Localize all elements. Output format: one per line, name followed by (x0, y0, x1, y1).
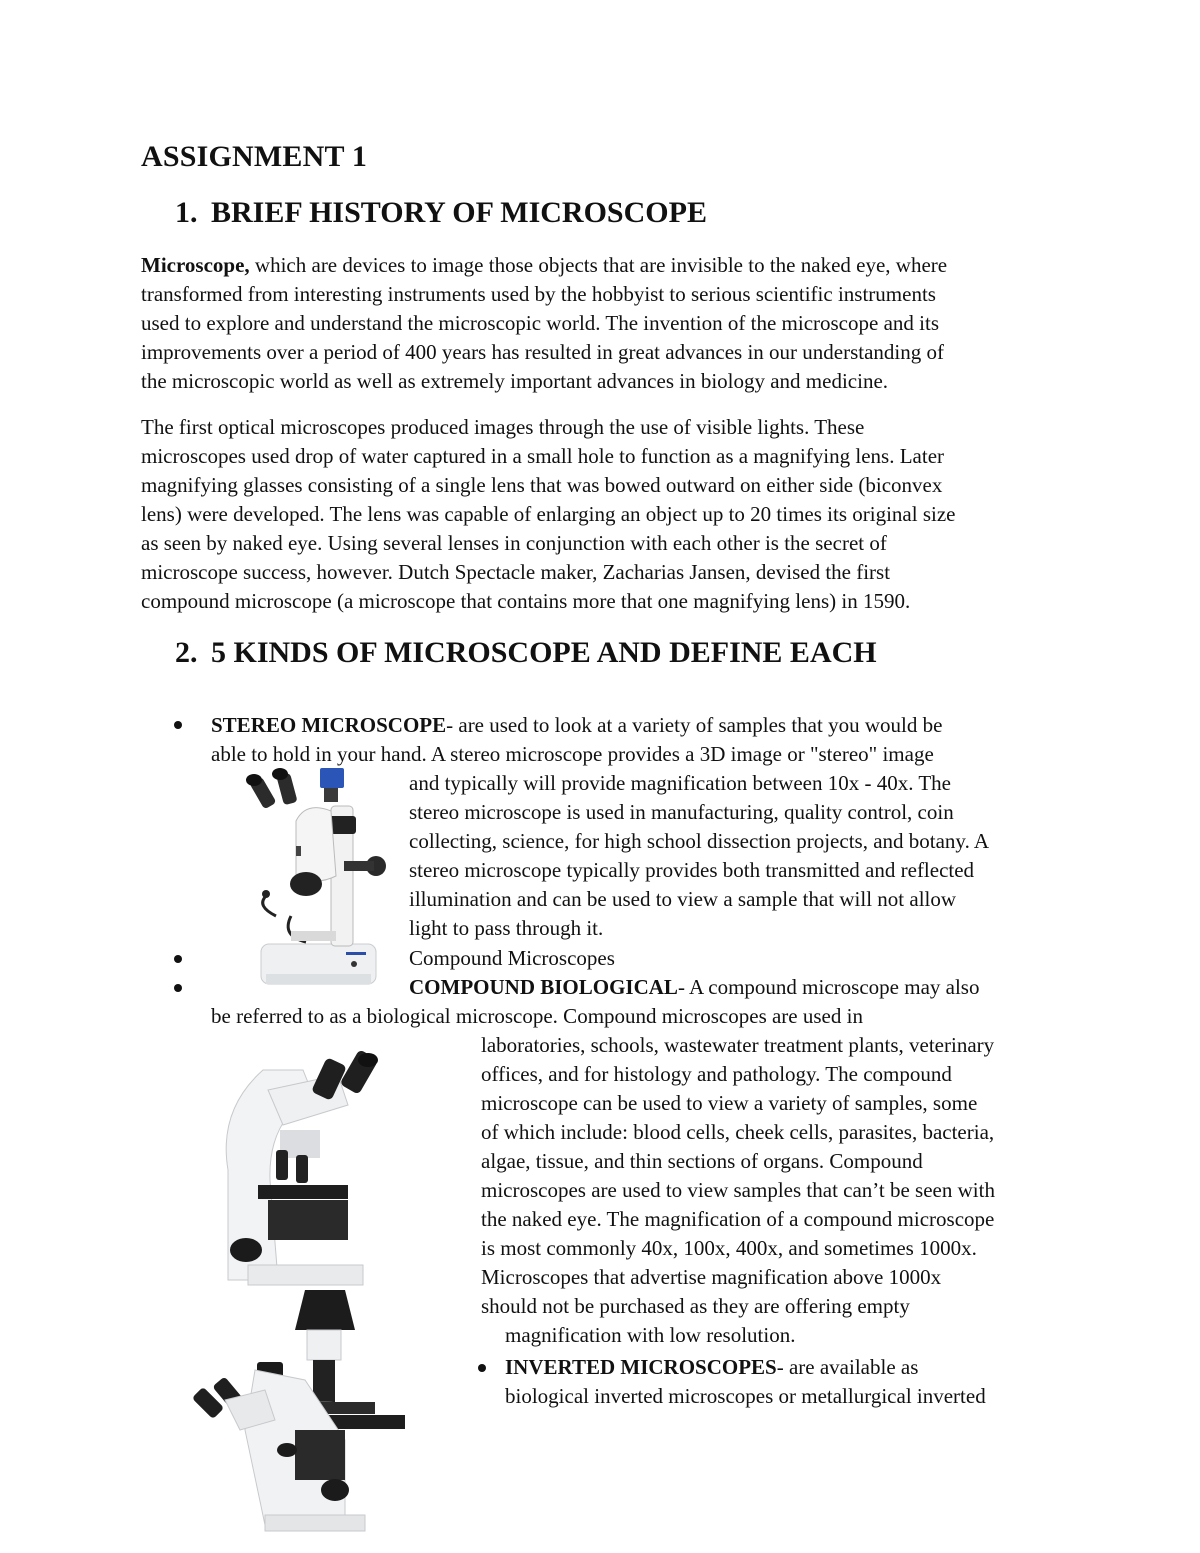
p1-line-4: improvements over a period of 400 years has resulted in great advances in our understanding of (141, 340, 945, 364)
stereo-line-1: STEREO MICROSCOPE- are used to look at a variety of samples that you would be (211, 713, 943, 737)
p1-line-3: used to explore and understand the microscopic world. The invention of the microscope and its (141, 311, 939, 335)
compound-bio-line-2: be referred to as a biological microscope. Compound microscopes are used in (211, 1004, 863, 1028)
stereo-line-5: collecting, science, for high school dissection projects, and botany. A (409, 829, 990, 853)
stereo-line-8: light to pass through it. (409, 916, 604, 940)
compound-bio-line-4: offices, and for histology and pathology. The compound (481, 1062, 952, 1086)
stereo-term: STEREO MICROSCOPE (211, 713, 447, 737)
p1-bold-term: Microscope, (141, 253, 250, 277)
compound-bio-line-8: microscopes are used to view samples that can’t be seen with (481, 1178, 995, 1202)
compound-bio-line-3: laboratories, schools, wastewater treatment plants, veterinary (481, 1033, 995, 1057)
section1-heading-text: BRIEF HISTORY OF MICROSCOPE (211, 196, 707, 229)
stereo-line-3: and typically will provide magnification between 10x - 40x. The (409, 771, 951, 795)
section2-number: 2. (175, 636, 198, 669)
section2-heading (175, 636, 877, 670)
compound-microscope-image (208, 1050, 383, 1285)
inverted-microscope-image (195, 1290, 415, 1535)
compound-bio-term: COMPOUND BIOLOGICAL (409, 975, 678, 999)
stereo-line-4: stereo microscope is used in manufacturing, quality control, coin (409, 800, 954, 824)
p2-line-1: The first optical microscopes produced images through the use of visible lights. These (141, 415, 865, 439)
section1-number: 1. (175, 196, 198, 229)
compound-bio-line-10: is most commonly 40x, 100x, 400x, and sometimes 1000x. (481, 1236, 977, 1260)
bullet-icon (478, 1364, 486, 1372)
p1-line-2: transformed from interesting instruments used by the hobbyist to serious scientific instruments (141, 282, 936, 306)
p2-line-7: compound microscope (a microscope that contains more that one magnifying lens) in 1590. (141, 589, 911, 613)
p1-line-5: the microscopic world as well as extremely important advances in biology and medicine. (141, 369, 889, 393)
assignment-title: ASSIGNMENT 1 (141, 140, 368, 173)
compound-bio-line-12: should not be purchased as they are offering empty (481, 1294, 910, 1318)
bullet-icon (174, 984, 182, 992)
compound-label: Compound Microscopes (409, 946, 615, 970)
bullet-icon (174, 721, 182, 729)
stereo-line-7: illumination and can be used to view a sample that will not allow (409, 887, 957, 911)
p2-line-3: magnifying glasses consisting of a single lens that was bowed outward on either side (biconvex (141, 473, 943, 497)
p2-line-4: lens) were developed. The lens was capable of enlarging an object up to 20 times its original size (141, 502, 956, 526)
stereo-line-2: able to hold in your hand. A stereo microscope provides a 3D image or "stereo" image (211, 742, 934, 766)
section2-heading-text: 5 KINDS OF MICROSCOPE AND DEFINE EACH (211, 636, 877, 669)
p2-line-6: microscope success, however. Dutch Spectacle maker, Zacharias Jansen, devised the first (141, 560, 891, 584)
inverted-line-2: biological inverted microscopes or metallurgical inverted (505, 1384, 986, 1408)
compound-bio-line-13: magnification with low resolution. (505, 1323, 796, 1347)
p2-line-5: as seen by naked eye. Using several lenses in conjunction with each other is the secret of (141, 531, 887, 555)
inverted-term: INVERTED MICROSCOPES (505, 1355, 777, 1379)
compound-bio-line-9: the naked eye. The magnification of a compound microscope (481, 1207, 995, 1231)
compound-bio-line-11: Microscopes that advertise magnification above 1000x (481, 1265, 942, 1289)
compound-bio-line-6: of which include: blood cells, cheek cells, parasites, bacteria, (481, 1120, 995, 1144)
compound-bio-line-7: algae, tissue, and thin sections of organs. Compound (481, 1149, 923, 1173)
stereo-microscope-image (236, 766, 386, 986)
section1-heading (175, 196, 707, 230)
compound-bio-line-5: microscope can be used to view a variety of samples, some (481, 1091, 978, 1115)
bullet-icon (174, 955, 182, 963)
stereo-line-6: stereo microscope typically provides both transmitted and reflected (409, 858, 975, 882)
inverted-line-1: INVERTED MICROSCOPES- are available as (505, 1355, 919, 1379)
p2-line-2: microscopes used drop of water captured in a small hole to function as a magnifying lens. Later (141, 444, 945, 468)
compound-bio-line-1: COMPOUND BIOLOGICAL- A compound microscope may also (409, 975, 980, 999)
p1-line-1: Microscope, which are devices to image those objects that are invisible to the naked eye, where (141, 253, 948, 277)
